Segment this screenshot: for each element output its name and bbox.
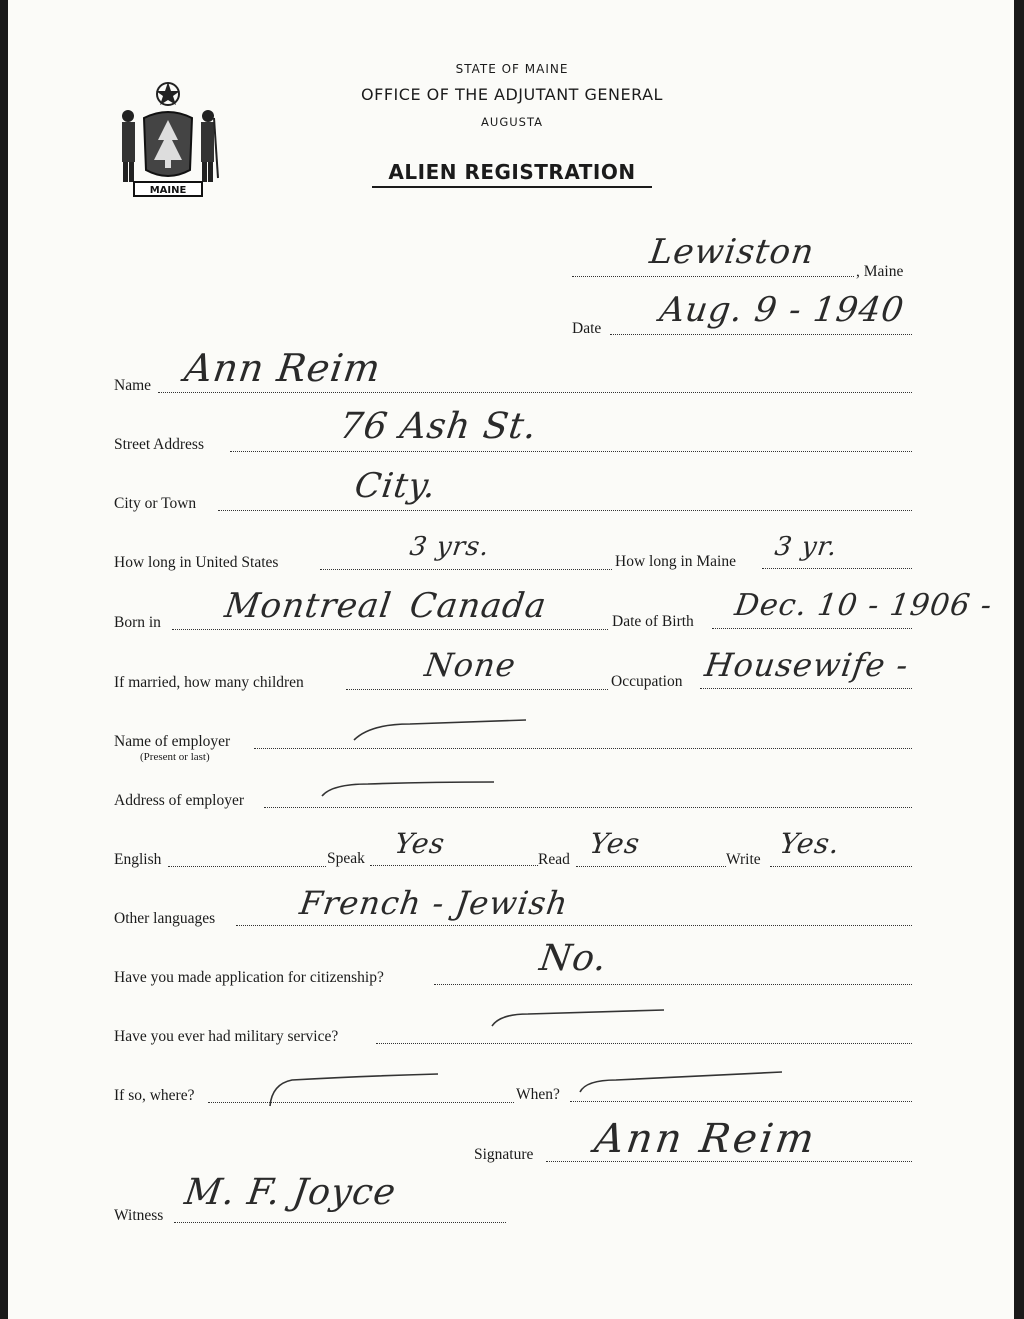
when-field-line[interactable] xyxy=(570,1101,912,1102)
dob-label: Date of Birth xyxy=(612,613,694,630)
date-value: Aug. 9 - 1940 xyxy=(657,290,907,330)
place-label: , Maine xyxy=(856,263,904,280)
employer-label: Name of employer xyxy=(114,733,231,750)
us-time-value: 3 yrs. xyxy=(407,532,492,562)
dob-value: Dec. 10 - 1906 - xyxy=(732,588,995,623)
occupation-value: Housewife - xyxy=(702,646,912,684)
speak-value: Yes xyxy=(392,827,448,860)
employer-address-dash-mark xyxy=(318,778,498,802)
employer-address-field-line[interactable] xyxy=(264,807,912,808)
born-label: Born in xyxy=(114,614,161,631)
us-time-field-line[interactable] xyxy=(320,569,612,570)
when-label: When? xyxy=(516,1086,560,1103)
write-field-line[interactable] xyxy=(770,866,912,867)
witness-label: Witness xyxy=(114,1207,164,1224)
military-label: Have you ever had military service? xyxy=(114,1028,339,1045)
other-languages-value: French - Jewish xyxy=(297,884,571,922)
name-label: Name xyxy=(114,377,152,394)
when-dash-mark xyxy=(576,1068,786,1098)
employer-sublabel: (Present or last) xyxy=(140,751,210,763)
military-dash-mark xyxy=(488,1004,668,1030)
military-field-line[interactable] xyxy=(376,1043,912,1044)
name-field-line[interactable] xyxy=(158,392,912,393)
maine-time-label: How long in Maine xyxy=(615,553,736,570)
maine-time-field-line[interactable] xyxy=(762,568,912,569)
write-label: Write xyxy=(726,851,761,868)
children-field-line[interactable] xyxy=(346,689,608,690)
us-time-label: How long in United States xyxy=(114,554,279,571)
header-city: AUGUSTA xyxy=(481,115,543,129)
read-field-line[interactable] xyxy=(576,866,726,867)
street-field-line[interactable] xyxy=(230,451,912,452)
witness-value: M. F. Joyce xyxy=(182,1172,399,1213)
street-label: Street Address xyxy=(114,436,204,453)
citizenship-field-line[interactable] xyxy=(434,984,912,985)
born-country-value: Canada xyxy=(407,586,550,626)
where-dash-mark xyxy=(262,1070,442,1110)
children-label: If married, how many children xyxy=(114,674,304,691)
header-state: STATE OF MAINE xyxy=(455,62,569,76)
place-value: Lewiston xyxy=(647,232,817,272)
read-label: Read xyxy=(538,851,570,868)
where-label: If so, where? xyxy=(114,1087,195,1104)
form-title: ALIEN REGISTRATION xyxy=(372,160,652,188)
write-value: Yes. xyxy=(777,827,843,860)
employer-dash-mark xyxy=(350,716,530,746)
english-field-line xyxy=(168,866,326,867)
occupation-field-line[interactable] xyxy=(700,688,912,689)
speak-label: Speak xyxy=(327,850,365,867)
signature-label: Signature xyxy=(474,1146,534,1163)
employer-address-label: Address of employer xyxy=(114,792,244,809)
city-field-line[interactable] xyxy=(218,510,912,511)
children-value: None xyxy=(422,646,519,684)
date-field-line[interactable] xyxy=(610,334,912,335)
read-value: Yes xyxy=(587,827,643,860)
city-value: City. xyxy=(352,466,439,506)
name-value: Ann Reim xyxy=(181,346,384,390)
maine-time-value: 3 yr. xyxy=(772,532,840,562)
occupation-label: Occupation xyxy=(611,673,683,690)
header-office: OFFICE OF THE ADJUTANT GENERAL xyxy=(361,85,663,104)
svg-text:MAINE: MAINE xyxy=(149,185,187,196)
citizenship-value: No. xyxy=(537,938,610,979)
born-field-line[interactable] xyxy=(172,629,608,630)
scan-border-right xyxy=(1014,0,1024,1319)
speak-field-line[interactable] xyxy=(370,865,538,866)
place-field-line[interactable] xyxy=(572,276,854,277)
other-languages-label: Other languages xyxy=(114,910,216,927)
other-languages-field-line[interactable] xyxy=(236,925,912,926)
dob-field-line[interactable] xyxy=(712,628,912,629)
date-label: Date xyxy=(572,320,602,337)
english-label: English xyxy=(114,851,162,868)
born-city-value: Montreal xyxy=(222,586,395,626)
signature-value: Ann Reim xyxy=(591,1116,820,1162)
city-label: City or Town xyxy=(114,495,197,512)
street-value: 76 Ash St. xyxy=(337,406,540,447)
witness-field-line[interactable] xyxy=(174,1222,506,1223)
employer-field-line[interactable] xyxy=(254,748,912,749)
scan-border-left xyxy=(0,0,8,1319)
citizenship-label: Have you made application for citizenship? xyxy=(114,969,384,986)
